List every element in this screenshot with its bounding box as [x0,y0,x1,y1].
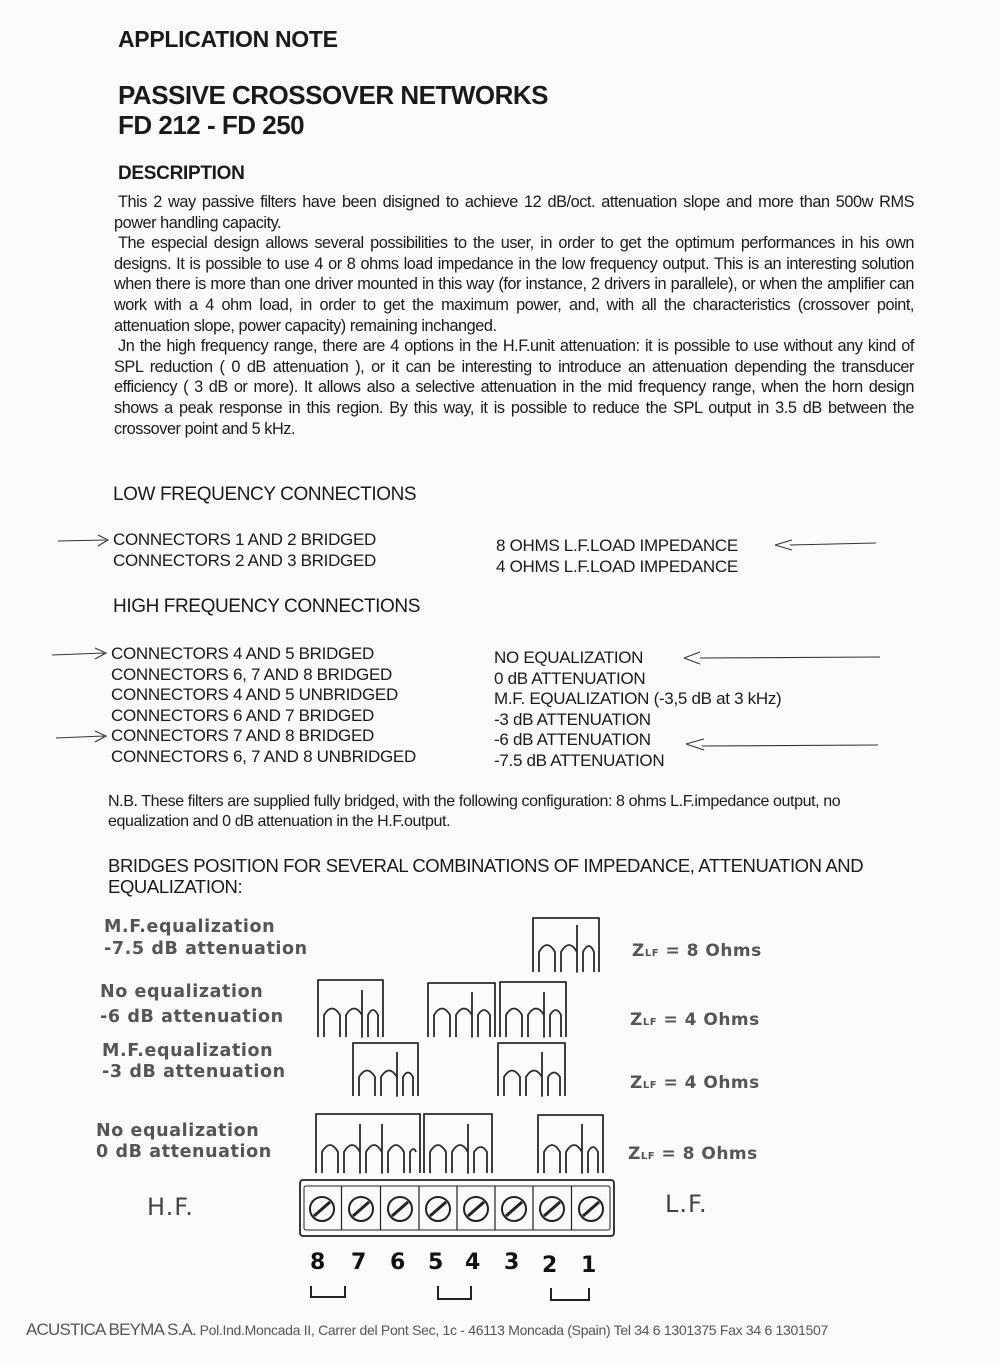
hf-result: -3 dB ATTENUATION [494,709,651,729]
supply-note: N.B. These filters are supplied fully bridged, with the following configuration: 8 ohms L.F.impedance output, no equalization and 0 dB attenuation in the H.F.output. [108,793,841,830]
config-attenuation: -6 dB attenuation [100,1007,284,1027]
terminal-screw [349,1186,381,1230]
hf-result: M.F. EQUALIZATION (-3,5 dB at 3 kHz) [494,689,782,708]
description-paragraph: Jn the high frequency range, there are 4 options in the H.F.unit attenuation: it is possible to use without any kind of SPL reduction ( 0 dB attenuation ), or it can be interesting to introduce an attenuation depending the transducer efficiency ( 3 dB or more). It allows also a selective attenuation in the mid frequency range, when the horn design shows a peak response in this region. By this way, it is possible to reduce the SPL output in 3.5 dB between the crossover point and 5 kHz. [114,337,914,438]
hf-result: NO EQUALIZATION [494,648,644,667]
bridge-jumper [498,1043,565,1096]
terminal-screw [579,1197,603,1221]
hf-connection: CONNECTORS 6, 7 AND 8 BRIDGED [111,664,392,684]
config-equalization: M.F.equalization [102,1041,274,1061]
hf-side-label: H.F. [147,1193,194,1221]
bridges-heading: BRIDGES POSITION FOR SEVERAL COMBINATIONS OF IMPEDANCE, ATTENUATION AND EQUALIZATION: [108,855,864,897]
terminal-screw [426,1186,457,1230]
terminal-number-2: 2 [542,1253,558,1278]
lf-side-label: L.F. [665,1190,708,1218]
bridge-jumper [316,1114,420,1173]
model-numbers: FD 212 - FD 250 [118,110,305,140]
terminal-number-4: 4 [465,1250,481,1275]
impedance-label: ZLF = 4 Ohms [630,1010,760,1030]
hf-result: -7.5 dB ATTENUATION [494,750,665,770]
terminal-number-5: 5 [428,1250,444,1275]
company-name: ACUSTICA BEYMA S.A. [26,1320,196,1339]
bridge-jumper [533,918,599,972]
description-heading: DESCRIPTION [118,163,245,184]
terminal-screw [310,1186,342,1230]
lf-connection: CONNECTORS 2 AND 3 BRIDGED [113,550,376,570]
config-attenuation: -7.5 dB attenuation [104,939,308,959]
footer [26,1320,828,1340]
description-paragraph: The especial design allows several possibilities to the user, in order to get the optimum performances in his own designs. It is possible to use 4 or 8 ohms load impedance in the low frequency output. This is an interesting solution when there is more than one driver mounted in this way (for instance, 2 drivers in parallele), or when the amplifier can work with a 4 ohm load, in order to get the maximum power, and, with all the characteristics (crossover point, attenuation slope, power capacity) remaining inchanged. [114,234,914,335]
hf-connection: CONNECTORS 7 AND 8 BRIDGED [111,726,374,745]
company-address: Pol.Ind.Moncada II, Carrer del Pont Sec, 1c - 46113 Moncada (Spain) Tel 34 6 1301375 Fax 34 6 1301507 [199,1322,828,1338]
terminal-screw [502,1186,533,1230]
config-equalization: No equalization [96,1121,260,1141]
bridged-pair-marks [311,1286,589,1300]
document-type: APPLICATION NOTE [118,26,338,52]
terminal-number-7: 7 [351,1250,367,1275]
terminal-screw [540,1186,572,1230]
bridge-jumper [500,982,566,1037]
terminal-number-1: 1 [581,1253,597,1278]
terminal-number-3: 3 [504,1250,520,1275]
bridge-jumper [318,980,383,1037]
hf-connection: CONNECTORS 6, 7 AND 8 UNBRIDGED [111,746,416,766]
terminal-screw [464,1186,495,1230]
hf-connection: CONNECTORS 4 AND 5 UNBRIDGED [111,685,398,704]
terminal-block [300,1180,614,1236]
hf-result: -6 dB ATTENUATION [494,730,651,749]
low-frequency-heading: LOW FREQUENCY CONNECTIONS [113,484,417,505]
impedance-label: ZLF = 8 Ohms [628,1144,758,1164]
terminal-number-8: 8 [310,1250,326,1275]
lf-connection: CONNECTORS 1 AND 2 BRIDGED [113,530,376,549]
terminal-screw [388,1186,419,1230]
config-equalization: No equalization [100,982,264,1002]
hf-connection: CONNECTORS 6 AND 7 BRIDGED [111,705,374,725]
bridge-jumper [428,983,495,1037]
hf-connection: CONNECTORS 4 AND 5 BRIDGED [111,644,374,663]
description-paragraph: This 2 way passive filters have been disigned to achieve 12 dB/oct. attenuation slope and more than 500w RMS power handling capacity. [114,193,914,232]
config-attenuation: -3 dB attenuation [102,1062,286,1082]
bridge-jumper [538,1115,603,1173]
terminal-number-6: 6 [390,1250,406,1275]
config-equalization: M.F.equalization [104,917,276,937]
config-attenuation: 0 dB attenuation [96,1142,272,1162]
bridge-jumper [353,1043,418,1096]
impedance-label: ZLF = 8 Ohms [632,941,762,961]
impedance-label: ZLF = 4 Ohms [630,1073,760,1093]
hf-result: 0 dB ATTENUATION [494,668,646,688]
document-title: PASSIVE CROSSOVER NETWORKS [118,80,549,110]
lf-result: 4 OHMS L.F.LOAD IMPEDANCE [496,556,738,576]
lf-result: 8 OHMS L.F.LOAD IMPEDANCE [496,536,738,555]
bridge-jumper [424,1114,492,1173]
high-frequency-heading: HIGH FREQUENCY CONNECTIONS [113,596,420,617]
